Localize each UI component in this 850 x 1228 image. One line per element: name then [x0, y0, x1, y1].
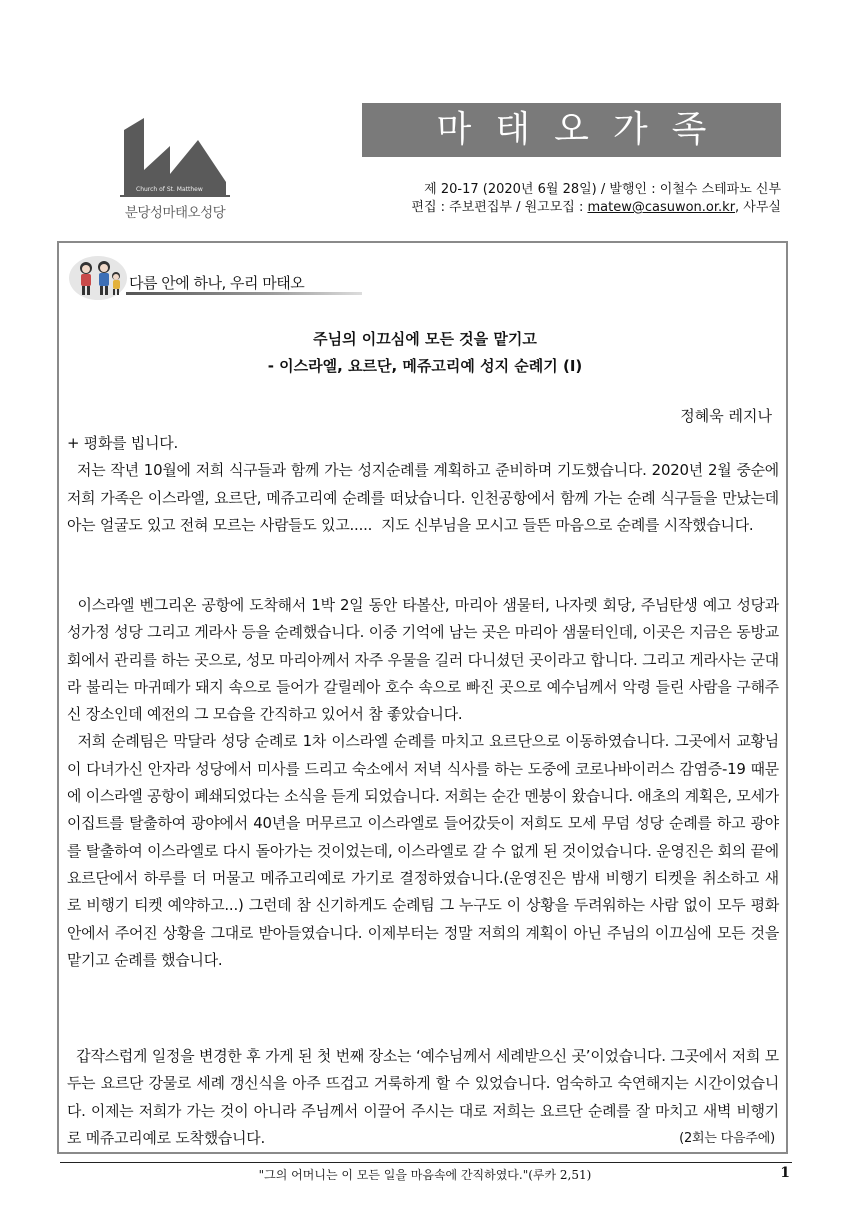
article-body-part2	[67, 592, 784, 974]
article-body-part3	[67, 1043, 779, 1152]
paragraph-text: 갑작스럽게 일정을 변경한 후 가게 된 첫 번째 장소는 ‘예수님께서 세례받으신 곳’이었습니다. 그곳에서 저희 모두는 요르단 강물로 세례 갱신식을 아주 뜨겁고 거룩하게 할 수 있었습니다. 엄숙하고 숙연해지는 시간이었습니다. 이제는 저희가 가는 것이 아니라 주님께서 이끌어 주시는 대로 저희는 요르단 순례를 잘 마치고 새벽 비행기로 메쥬고리예로 도착했습니다.	[67, 1047, 779, 1147]
article-author: 정혜욱 레지나	[680, 407, 772, 425]
continued-note: (2회는 다음주에)	[679, 1130, 775, 1146]
paragraph: 이스라엘 벤그리온 공항에 도착해서 1박 2일 동안 타볼산, 마리아 샘물터, 나자렛 회당, 주님탄생 예고 성당과 성가정 성당 그리고 게라사 등을 순례했습니다. 이중 기억에 남는 곳은 마리아 샘물터인데, 이곳은 지금은 동방교회에서 관리를 하는 곳으로, 성모 마리아께서 자주 우물을 길러 다니셨던 곳이라고 합니다. 그리고 게라사는 군대라 불리는 마귀떼가 돼지 속으로 들어가 갈릴레아 호수 속으로 빠진 곳으로 예수님께서 악령 들린 사람을 구해주신 장소인데 예전의 그 모습을 간직하고 있어서 참 좋았습니다.	[67, 596, 784, 724]
article-title: 주님의 이끄심에 모든 것을 맡기고	[313, 330, 537, 348]
email-link[interactable]: matew@casuwon.or.kr	[587, 200, 736, 215]
parish-logo	[110, 112, 240, 222]
section-underline	[126, 292, 362, 295]
editorial-suffix: , 사무실	[735, 200, 781, 215]
footer-quote: "그의 어머니는 이 모든 일을 마음속에 간직하였다."(루카 2,51)	[258, 1168, 592, 1182]
editorial-info	[411, 196, 781, 215]
paragraph: 저는 작년 10월에 저희 식구들과 함께 가는 성지순례를 계획하고 준비하며 기도했습니다. 2020년 2월 중순에 저희 가족은 이스라엘, 요르단, 메쥬고리예 순례를 떠났습니다. 인천공항에서 함께 가는 순례 식구들을 만났는데 아는 얼굴도 있고 전혀 모르는 사람들도 있고..... 지도 신부님을 모시고 들뜬 마음으로 순례를 시작했습니다.	[67, 461, 784, 534]
footer-divider	[60, 1162, 792, 1163]
editorial-prefix: 편집 : 주보편집부 / 원고모집 :	[411, 200, 588, 215]
article-subtitle: - 이스라엘, 요르단, 메쥬고리예 성지 순례기 (I)	[267, 357, 583, 375]
logo-small-text: Church of St. Matthew	[136, 186, 203, 193]
article-body-part1	[67, 430, 784, 539]
section-label: 다름 안에 하나, 우리 마태오	[129, 274, 305, 292]
children-illustration-icon	[68, 254, 128, 302]
parish-name: 분당성마태오성당	[124, 205, 226, 221]
paragraph: 저희 순례팀은 막달라 성당 순례로 1차 이스라엘 순례를 마치고 요르단으로 이동하였습니다. 그곳에서 교황님이 다녀가신 안자라 성당에서 미사를 드리고 숙소에서 저녁 식사를 하는 도중에 코로나바이러스 감염증-19 때문에 이스라엘 공항이 폐쇄되었다는 소식을 듣게 되었습니다. 저희는 순간 멘붕이 왔습니다. 애초의 계획은, 모세가 이집트를 탈출하여 광야에서 40년을 머무르고 이스라엘로 들어갔듯이 저희도 모세 무덤 성당 순례를 하고 광야를 탈출하여 이스라엘로 다시 돌아가는 것이었는데, 이스라엘로 갈 수 없게 된 것이었습니다. 운영진은 회의 끝에 요르단에서 하루를 더 머물고 메쥬고리예로 가기로 결정하였습니다.(운영진은 밤새 비행기 티켓을 취소하고 새로 비행기 티켓 예약하고...) 그런데 참 신기하게도 순례팀 그 누구도 이 상황을 두려워하는 사람 없이 모두 평화 안에서 주어진 상황을 그대로 받아들였습니다. 이제부터는 정말 저희의 계획이 아닌 주님의 이끄심에 모든 것을 맡기고 순례를 했습니다.	[67, 732, 784, 969]
issue-info: 제 20-17 (2020년 6월 28일) / 발행인 : 이철수 스테파노 신부	[424, 182, 781, 197]
paragraph	[67, 1043, 779, 1152]
greeting: + 평화를 빕니다.	[67, 434, 178, 452]
page-number: 1	[780, 1165, 790, 1181]
bulletin-title: 마태오가족	[362, 103, 781, 157]
